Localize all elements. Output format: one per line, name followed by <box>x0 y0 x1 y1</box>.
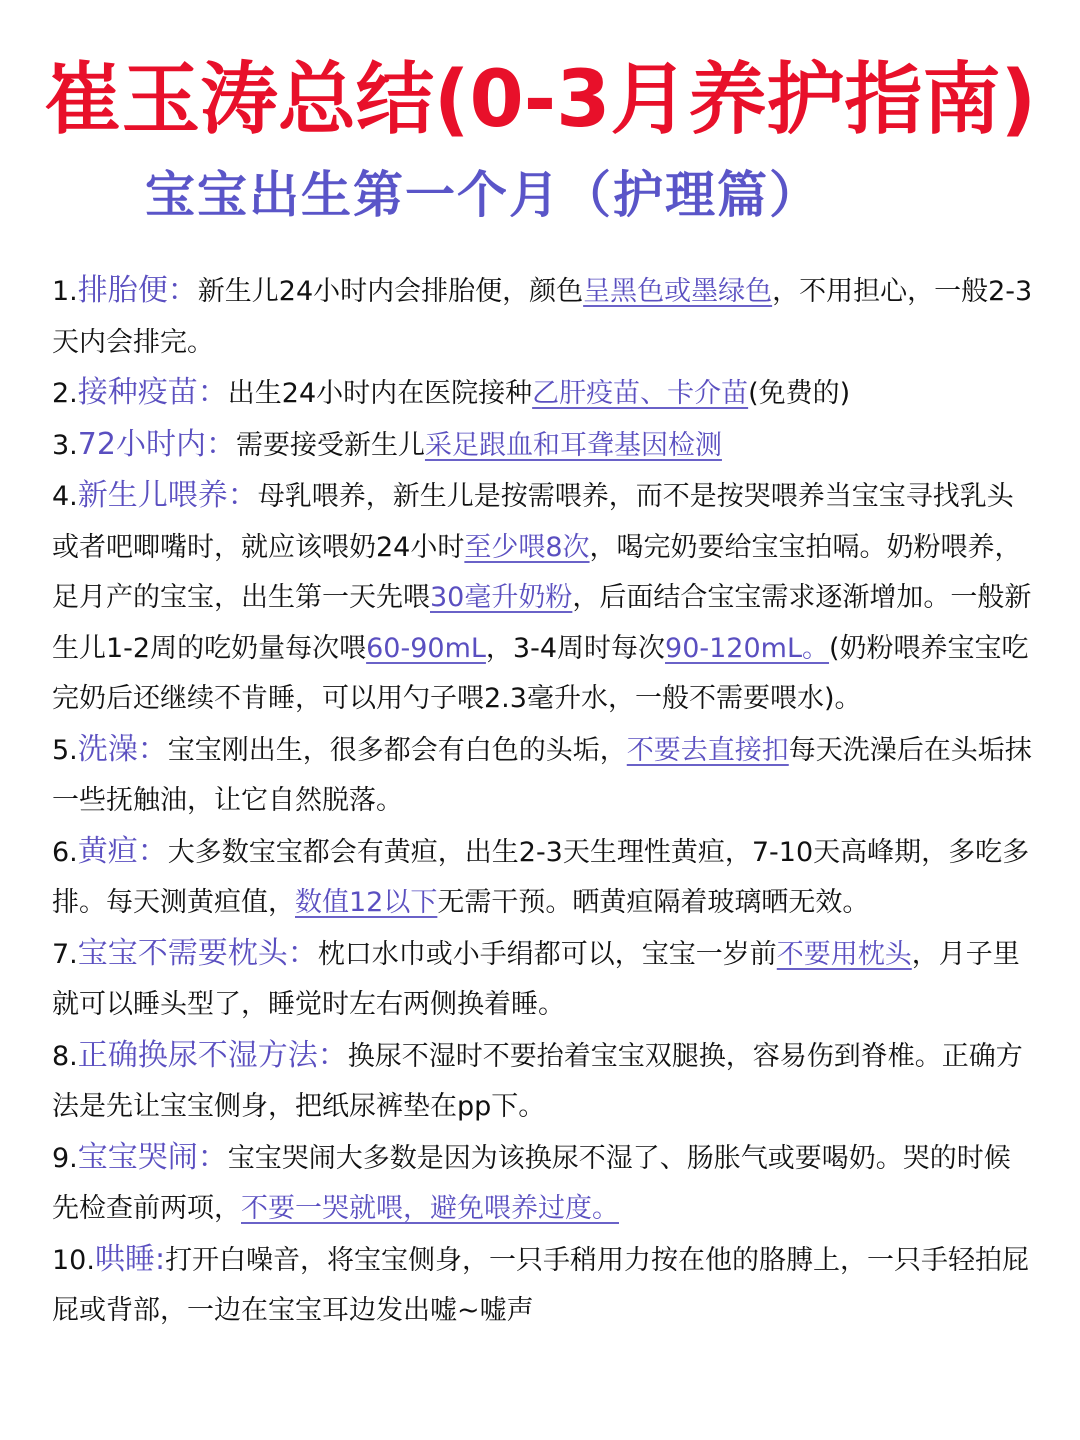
text-segment: (奶粉喂养宝宝吃完奶后还继续不肯睡，可以用勺子喂2.3毫升水，一般不需要喂水)。 <box>52 632 1029 714</box>
tip-item <box>52 725 1037 827</box>
text-segment: (免费的) <box>748 378 851 409</box>
tip-number: 9. <box>52 1142 78 1174</box>
tip-item <box>52 827 1037 929</box>
text-segment: 换尿不湿时不要抬着宝宝双腿换，容易伤到脊椎。正确方法是先让宝宝侧身，把纸尿裤垫在pp下。 <box>52 1040 1023 1122</box>
tip-label: 正确换尿不湿方法： <box>77 1037 348 1073</box>
tip-label: 接种疫苗： <box>77 375 228 410</box>
highlight-segment: 60-90mL <box>366 632 486 664</box>
text-segment: 枕口水巾或小手绢都可以，宝宝一岁前 <box>317 938 777 970</box>
tip-item <box>52 929 1037 1031</box>
text-segment: 需要接受新生儿 <box>235 429 425 461</box>
highlight-segment: 不要去直接扣 <box>626 734 789 766</box>
tip-number: 10. <box>52 1244 95 1276</box>
tip-item <box>52 420 1037 472</box>
text-segment: 打开白噪音，将宝宝侧身，一只手稍用力按在他的胳膊上，一只手轻拍屁屁或背部，一边在宝宝耳边发出嘘~嘘声 <box>52 1244 1030 1326</box>
text-segment: 母乳喂养，新生儿是按需喂养，而不是按哭喂养当宝宝寻找乳头或者吧唧嘴时，就应该喂奶24小时 <box>52 481 1014 563</box>
highlight-segment: 数值12以下 <box>295 887 438 918</box>
tip-label: 72小时内： <box>77 426 236 462</box>
text-segment: 无需干预。晒黄疸隔着玻璃晒无效。 <box>437 887 870 918</box>
tip-number: 7. <box>52 938 78 970</box>
tip-item <box>52 368 1037 420</box>
text-segment: 每天洗澡后在头垢抹一些抚触油，让它自然脱落。 <box>52 734 1032 816</box>
tip-number: 6. <box>52 836 78 868</box>
tip-number: 5. <box>52 734 78 766</box>
highlight-segment: 乙肝疫苗、卡介苗 <box>532 378 749 409</box>
tip-number: 4. <box>52 481 78 512</box>
text-segment: ，月子里就可以睡头型了，睡觉时左右两侧换着睡。 <box>52 938 1020 1020</box>
text-segment: 大多数宝宝都会有黄疸，出生2-3天生理性黄疸，7-10天高峰期，多吃多排。每天测黄疸值， <box>52 836 1030 918</box>
tip-number: 3. <box>52 429 78 461</box>
tip-number: 1. <box>52 276 78 307</box>
tip-number: 8. <box>52 1040 78 1072</box>
tip-item <box>52 1133 1037 1235</box>
highlight-segment: 不要用枕头 <box>776 938 912 970</box>
highlight-segment: 呈黑色或墨绿色 <box>583 276 773 307</box>
text-segment: ，后面结合宝宝需求逐渐增加。一般新生儿1-2周的吃奶量每次喂 <box>52 582 1032 664</box>
text-segment: ，喝完奶要给宝宝拍嗝。奶粉喂养，足月产的宝宝，出生第一天先喂 <box>52 531 1022 613</box>
tip-label: 洗澡： <box>77 731 168 767</box>
highlight-segment: 采足跟血和耳聋基因检测 <box>424 429 722 461</box>
tip-label: 黄疸： <box>77 833 168 869</box>
page-subtitle: 宝宝出生第一个月（护理篇） <box>145 166 821 224</box>
tip-label: 排胎便： <box>77 273 198 308</box>
text-segment: 新生儿24小时内会排胎便，颜色 <box>197 276 584 307</box>
highlight-segment: 不要一哭就喂，避免喂养过度。 <box>241 1193 619 1224</box>
care-tips-list <box>52 266 1037 1337</box>
text-segment: 出生24小时内在医院接种 <box>227 378 533 409</box>
tip-item <box>52 266 1037 368</box>
highlight-segment: 至少喂8次 <box>464 531 590 563</box>
text-segment: 宝宝刚出生，很多都会有白色的头垢， <box>167 734 627 766</box>
tip-item <box>52 471 1037 725</box>
tip-label: 宝宝不需要枕头： <box>77 935 318 971</box>
tip-label: 新生儿喂养： <box>77 478 258 513</box>
highlight-segment: 30毫升奶粉 <box>430 582 573 613</box>
tip-label: 宝宝哭闹： <box>77 1139 228 1175</box>
tip-label: 哄睡: <box>94 1241 166 1277</box>
tip-number: 2. <box>52 378 78 409</box>
text-segment: 宝宝哭闹大多数是因为该换尿不湿了、肠胀气或要喝奶。哭的时候先检查前两项， <box>52 1142 1011 1224</box>
tip-item <box>52 1031 1037 1133</box>
tip-item <box>52 1235 1037 1337</box>
text-segment: ，3-4周时每次 <box>485 632 666 664</box>
text-segment: ，不用担心，一般2-3天内会排完。 <box>52 276 1033 358</box>
page-title: 崔玉涛总结(0-3月养护指南) <box>43 55 1037 145</box>
highlight-segment: 90-120mL。 <box>665 632 830 664</box>
